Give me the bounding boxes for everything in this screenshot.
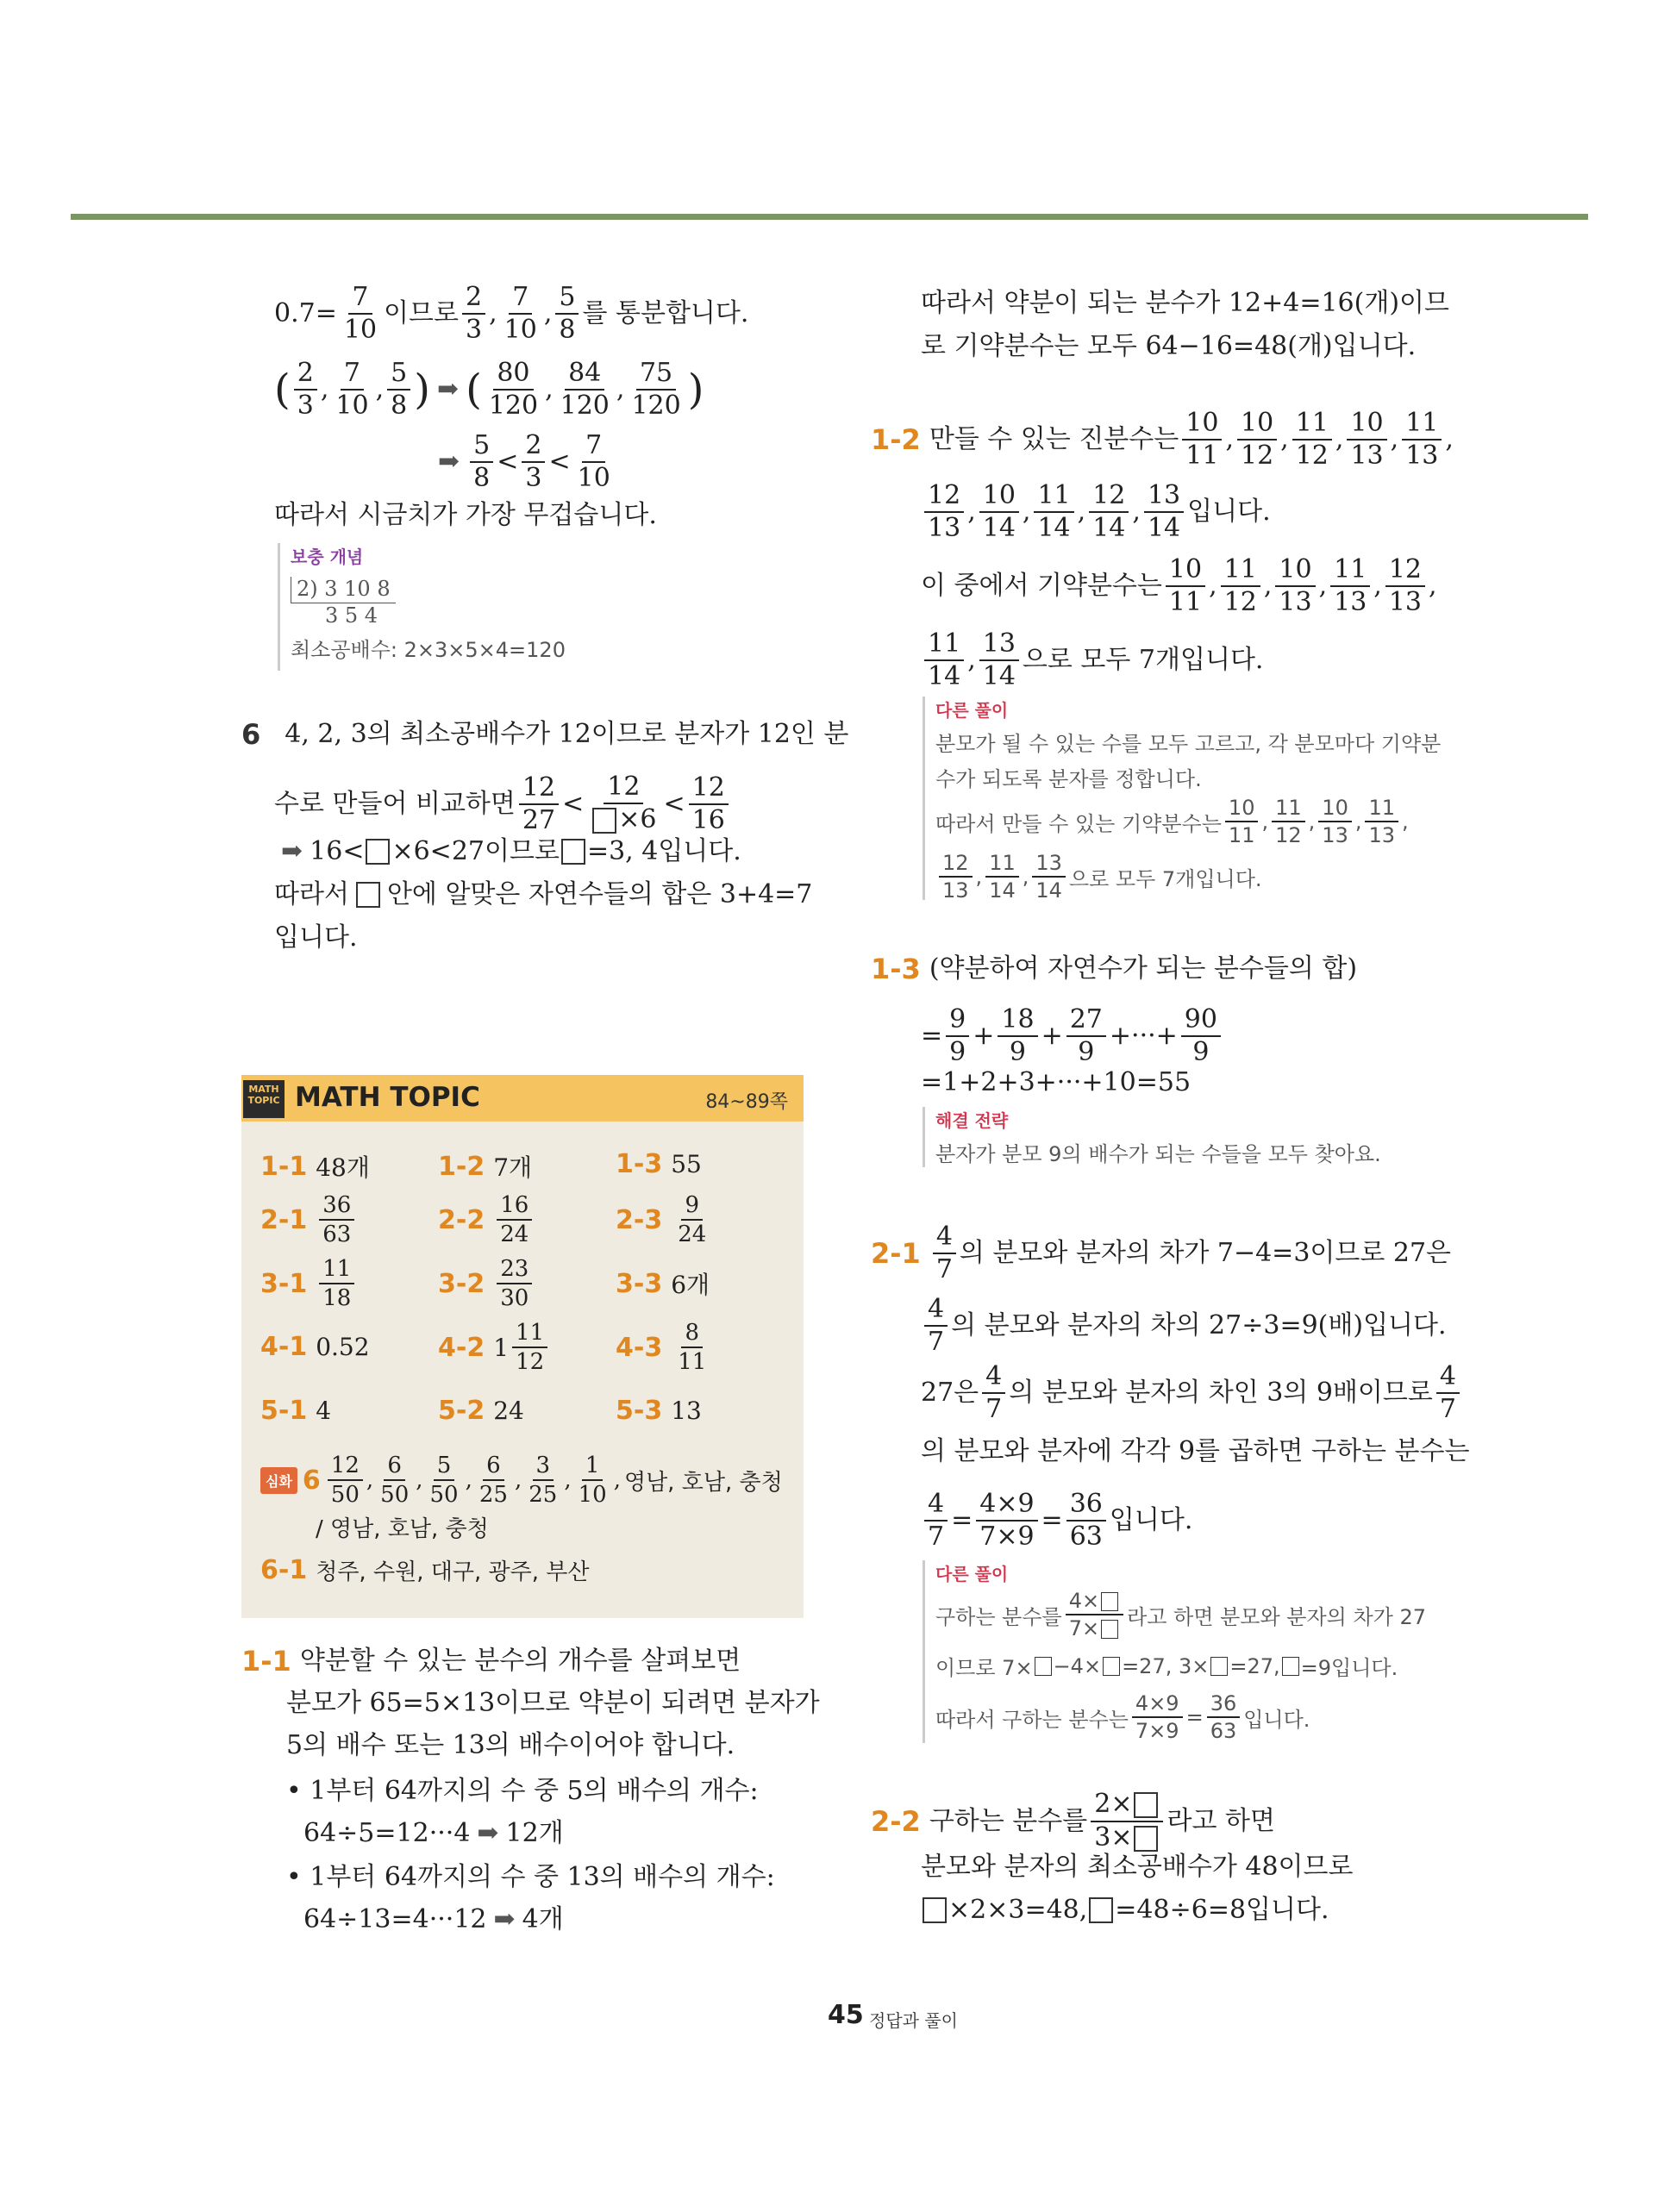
answer-item: 5-3 13: [616, 1396, 702, 1426]
answer-item: 1-3 55: [616, 1149, 702, 1179]
blank-box: [561, 839, 585, 865]
answer-item: 1-2 7개: [438, 1151, 533, 1182]
s21-line1: 2-1 $\frac{4}{7}$ 의 분모와 분자의 차가 7−4=3이므로 27은: [871, 1222, 1452, 1284]
s11-line6: • 1부터 64까지의 수 중 13의 배수의 개수:: [286, 1862, 775, 1892]
s11-line5: 64÷5=12···4 ➡ 12개: [303, 1815, 564, 1853]
decimal-fraction-line: 0.7= $\frac{7}{10}$ 이므로 $\frac{2}{3}$ , $\frac{7}{10}$ , $\frac{5}{8}$ 를 통분합니다.: [274, 282, 749, 345]
s13-line2: = $\frac{9}{9}$ + $\frac{18}{9}$ + $\frac{27}{9}$ +···+ $\frac{90}{9}$: [921, 1007, 1224, 1065]
page-label: 정답과 풀이: [869, 2010, 958, 2031]
supplement-note: [278, 543, 566, 671]
answer-item: 5-2 24: [438, 1396, 524, 1426]
s12-label: 1-2: [871, 423, 921, 456]
rt-line1: 따라서 약분이 되는 분수가 12+4=16(개)이므: [921, 288, 1449, 318]
blank-box: [1101, 1620, 1118, 1639]
right-arrow-icon: ➡: [438, 447, 460, 477]
blank-box: [1103, 1657, 1120, 1676]
s12-line3: 이 중에서 기약분수는 $\frac{10}{11}$ , $\frac{11}{12}$ , $\frac{10}{13}$ , $\frac{11}{13}$ , $\frac{12}{13}$ ,: [921, 554, 1437, 617]
answer-item: 3-1 $\frac{11}{18}$: [260, 1258, 358, 1309]
blank-box: [592, 808, 616, 834]
s21-line5: $\frac{4}{7}$ = $\frac{4\times 9}{7\times 9}$ = $\frac{36}{63}$ 입니다.: [921, 1491, 1192, 1550]
alt-solution-note-2: 다른 풀이 구하는 분수를 $\frac{4\times}{7\times}$ 라고 하면 분모와 분자의 차가 27 이므로 7× −4× =27, 3× =27, =9입니다. 따라서 구하는 분수는 $\frac{4\times 9}{7\times 9}$ = $\frac{36}{63}$ 입니다.: [923, 1560, 1426, 1743]
blank-box: [1101, 1592, 1118, 1611]
blank-box: [1089, 1897, 1113, 1923]
s11-label: 1-1: [241, 1645, 291, 1678]
math-topic-pages: 84~89쪽: [705, 1091, 788, 1113]
note-tag: 해결 전략: [935, 1110, 1009, 1131]
lcm-row2: 3 5 4: [325, 603, 378, 628]
conclusion-text: 따라서 시금치가 가장 무겁습니다.: [274, 500, 657, 530]
blank-box: [1210, 1657, 1228, 1676]
s22-line1: 2-2 구하는 분수를 $\frac{2\times}{3\times}$ 라고 하면: [871, 1789, 1275, 1853]
answer-item: 4-3 $\frac{8}{11}$: [616, 1320, 707, 1375]
math-topic-box: [241, 1075, 804, 1618]
s21-line3: 27은 $\frac{4}{7}$ 의 분모와 분자의 차인 3의 9배이므로 $\frac{4}{7}$: [921, 1364, 1463, 1422]
rt-line2: 로 기약분수는 모두 64−16=48(개)입니다.: [921, 331, 1417, 361]
s11-line3: 5의 배수 또는 13의 배수이어야 합니다.: [286, 1730, 735, 1760]
q6-line3: ➡ 16< ×6<27이므로 =3, 4입니다.: [274, 833, 741, 871]
s11-line7: 64÷13=4···12 ➡ 4개: [303, 1901, 564, 1939]
q6-line2: 수로 만들어 비교하면 $\frac{12}{27}$ < $\frac{12}{\times 6}$ < $\frac{12}{16}$: [274, 774, 732, 834]
right-arrow-icon: ➡: [477, 1818, 499, 1848]
blank-box: [366, 839, 390, 865]
s13-line3: =1+2+3+···+10=55: [921, 1067, 1192, 1097]
q6-line5: 입니다.: [274, 922, 358, 953]
lcm-result: 최소공배수: 2×3×5×4=120: [291, 638, 566, 662]
page-number: 45: [828, 2000, 864, 2030]
q6-line1: 6 4, 2, 3의 최소공배수가 12이므로 분자가 12인 분: [241, 715, 848, 753]
blank-box: [1282, 1657, 1299, 1676]
answer-item: 4-2 1 $\frac{11}{12}$: [438, 1322, 551, 1373]
s11-line1: 1-1 약분할 수 있는 분수의 개수를 살펴보면: [241, 1642, 741, 1680]
strategy-note: 해결 전략 분자가 분모 9의 배수가 되는 수들을 모두 찾아요.: [923, 1107, 1381, 1167]
blank-box: [1134, 1792, 1158, 1818]
s12-line2: $\frac{12}{13}$ , $\frac{10}{14}$ , $\frac{11}{14}$ , $\frac{12}{14}$ , $\frac{13}{14}$ 입니다.: [921, 483, 1271, 541]
lcm-row1: 2) 3 10 8: [291, 577, 396, 603]
math-topic-logo: MATH TOPIC: [243, 1080, 285, 1118]
s13-line1: 1-3 (약분하여 자연수가 되는 분수들의 합): [871, 950, 1357, 988]
s21-line2: $\frac{4}{7}$ 의 분모와 분자의 차의 27÷3=9(배)입니다.: [921, 1297, 1447, 1355]
alt-solution-note: 다른 풀이 분모가 될 수 있는 수를 모두 고르고, 각 분모마다 기약분 수가 되도록 분자를 정합니다. 따라서 만들 수 있는 기약분수는 $\frac{10}{11}$ , $\frac{11}{12}$ , $\frac{10}{13}$ , $\frac{11}{13}$ , $\frac{12}{13}$ , $\frac{11}{14}$ , $\frac{13}{14}$ 으로 모두 7개입니다.: [923, 697, 1441, 900]
s21-line4: 의 분모와 분자에 각각 9를 곱하면 구하는 분수는: [921, 1436, 1470, 1466]
answer-item: 5-1 4: [260, 1396, 332, 1426]
s22-line3: ×2×3=48, =48÷6=8입니다.: [921, 1891, 1329, 1929]
deep-answer: 심화 6 $\frac{12}{50}$ , $\frac{6}{50}$ , $\frac{5}{50}$ , $\frac{6}{25}$ , $\frac{3}{25}$ , $\frac{1}{10}$ , 영남, 호남, 충청: [260, 1454, 783, 1506]
q6-line4: 따라서 안에 알맞은 자연수들의 합은 3+4=7: [274, 879, 813, 909]
answer-item: 2-1 $\frac{36}{63}$: [260, 1194, 358, 1246]
answer-item: 2-2 $\frac{16}{24}$: [438, 1194, 535, 1246]
answer-item: 2-3 $\frac{9}{24}$: [616, 1192, 707, 1247]
answer-item: 3-2 $\frac{23}{30}$: [438, 1258, 535, 1309]
answer-item: 1-1 48개: [260, 1151, 370, 1182]
deep-answer-cont: / 영남, 호남, 충청: [316, 1516, 489, 1542]
header-rule: [71, 214, 1588, 220]
s11-line2: 분모가 65=5×13이므로 약분이 되려면 분자가: [286, 1688, 820, 1718]
blank-box: [923, 1897, 947, 1923]
blank-box: [356, 882, 380, 908]
deep-badge: 심화: [260, 1467, 297, 1494]
answer-item: 4-1 0.52: [260, 1332, 370, 1362]
note-tag: 보충 개념: [291, 547, 364, 567]
blank-box: [1035, 1657, 1052, 1676]
answer-item: 3-3 6개: [616, 1268, 710, 1299]
s22-line2: 분모와 분자의 최소공배수가 48이므로: [921, 1852, 1354, 1882]
common-denominator-line: ( $\frac{2}{3}$ , $\frac{7}{10}$ , $\frac{5}{8}$ ) ➡ ( $\frac{80}{120}$ , $\frac{84}{120}$ , $\frac{75}{120}$ ): [274, 358, 704, 421]
s12-line1: 1-2 만들 수 있는 진분수는 $\frac{10}{11}$ , $\frac{10}{12}$ , $\frac{11}{12}$ , $\frac{10}{13}$ , $\frac{11}{13}$ ,: [871, 408, 1454, 471]
math-topic-header: [241, 1075, 804, 1122]
s13-label: 1-3: [871, 953, 921, 985]
answer-item: 6-1 청주, 수원, 대구, 광주, 부산: [260, 1555, 590, 1585]
right-arrow-icon: ➡: [436, 374, 460, 404]
order-line: ➡ $\frac{5}{8}$ < $\frac{2}{3}$ < $\frac{7}{10}$: [438, 430, 610, 493]
right-arrow-icon: ➡: [281, 836, 303, 866]
note-tag: 다른 풀이: [935, 1564, 1009, 1584]
s21-label: 2-1: [871, 1237, 921, 1270]
s11-line4: • 1부터 64까지의 수 중 5의 배수의 개수:: [286, 1776, 759, 1806]
s22-label: 2-2: [871, 1805, 921, 1838]
note-tag: 다른 풀이: [935, 700, 1009, 721]
right-arrow-icon: ➡: [493, 1904, 516, 1934]
math-topic-title: MATH TOPIC: [295, 1082, 480, 1113]
q6-label: 6: [241, 718, 261, 751]
s12-line4: $\frac{11}{14}$ , $\frac{13}{14}$ 으로 모두 7개입니다.: [921, 631, 1263, 690]
